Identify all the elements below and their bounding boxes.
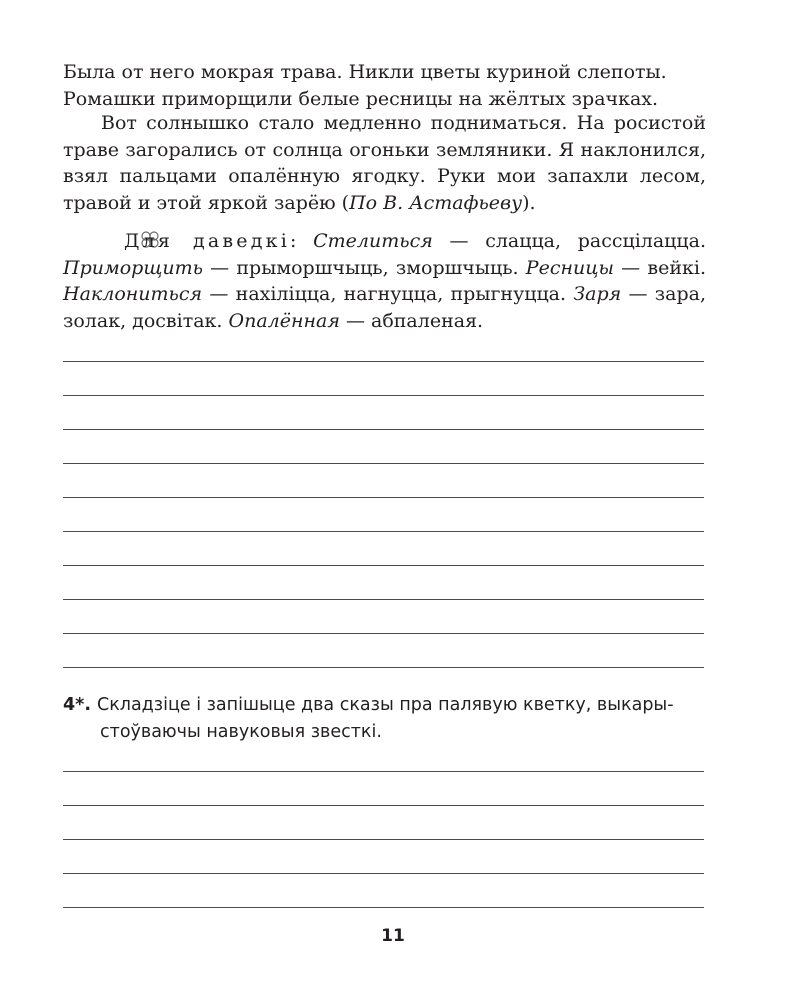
writing-line[interactable] [63, 463, 704, 464]
ref-translation-6: — абпаленая. [339, 309, 484, 332]
writing-line[interactable] [63, 873, 704, 874]
clover-icon [101, 230, 123, 250]
task-text-line-1: Складзіце і запішыце два сказы пра палявую кветку, выкары- [96, 695, 674, 715]
ref-word-6: Опалённая [228, 309, 340, 332]
ref-word-1: Стелиться [313, 230, 433, 252]
writing-line[interactable] [63, 633, 704, 634]
page-number: 11 [381, 926, 405, 946]
writing-line[interactable] [63, 599, 704, 600]
writing-line[interactable] [63, 429, 704, 430]
paragraph-2-text: Вот солнышко стало медленно подниматься. На росистой траве загорались от солнца огоньки земляники. Я наклонился, взял пальцами опалённую ягодку. Руки мои запахли лесом, травой и этой яркой зарёю ( [63, 112, 706, 214]
ref-word-3: Ресницы [525, 256, 614, 279]
ref-translation-5: — зара, золак, досвітак. [63, 283, 706, 332]
reading-paragraph-1 [63, 59, 706, 112]
reference-label: Для даведкі [124, 230, 291, 252]
task-text-line-2: стоўваючы навуковыя звесткі. [100, 722, 382, 742]
writing-line[interactable] [63, 907, 704, 908]
ref-translation-1: — слацца, рассцілацца. [432, 230, 706, 252]
reference-block [63, 228, 706, 334]
task-4 [63, 692, 706, 746]
reading-paragraph-2 [63, 110, 706, 216]
writing-line[interactable] [63, 565, 704, 566]
paragraph-1-line-1: Была от него мокрая трава. Никли цветы куриной слепоты. [63, 61, 667, 83]
ref-translation-4: — нахіліцца, нагнуцца, прыгнуцца. [202, 283, 574, 305]
writing-line[interactable] [63, 771, 704, 772]
writing-line[interactable] [63, 667, 704, 668]
paragraph-2-close: ). [522, 191, 536, 214]
source-attribution: По В. Астафьеву [349, 191, 523, 214]
writing-line[interactable] [63, 497, 704, 498]
ref-word-4: Наклониться [63, 283, 203, 305]
writing-line[interactable] [63, 839, 704, 840]
ref-word-2: Приморщить [63, 256, 203, 279]
reference-colon: : [290, 230, 314, 252]
task-number: 4*. [63, 695, 91, 715]
writing-line[interactable] [63, 805, 704, 806]
writing-line[interactable] [63, 361, 704, 362]
ref-translation-3: — вейкі. [613, 256, 706, 279]
ref-translation-2: — прыморшчыць, зморшчыць. [202, 256, 526, 279]
paragraph-1-line-2: Ромашки приморщили белые ресницы на жёлтых зрачках. [63, 87, 659, 110]
writing-line[interactable] [63, 395, 704, 396]
writing-line[interactable] [63, 531, 704, 532]
ref-word-5: Заря [573, 283, 622, 305]
